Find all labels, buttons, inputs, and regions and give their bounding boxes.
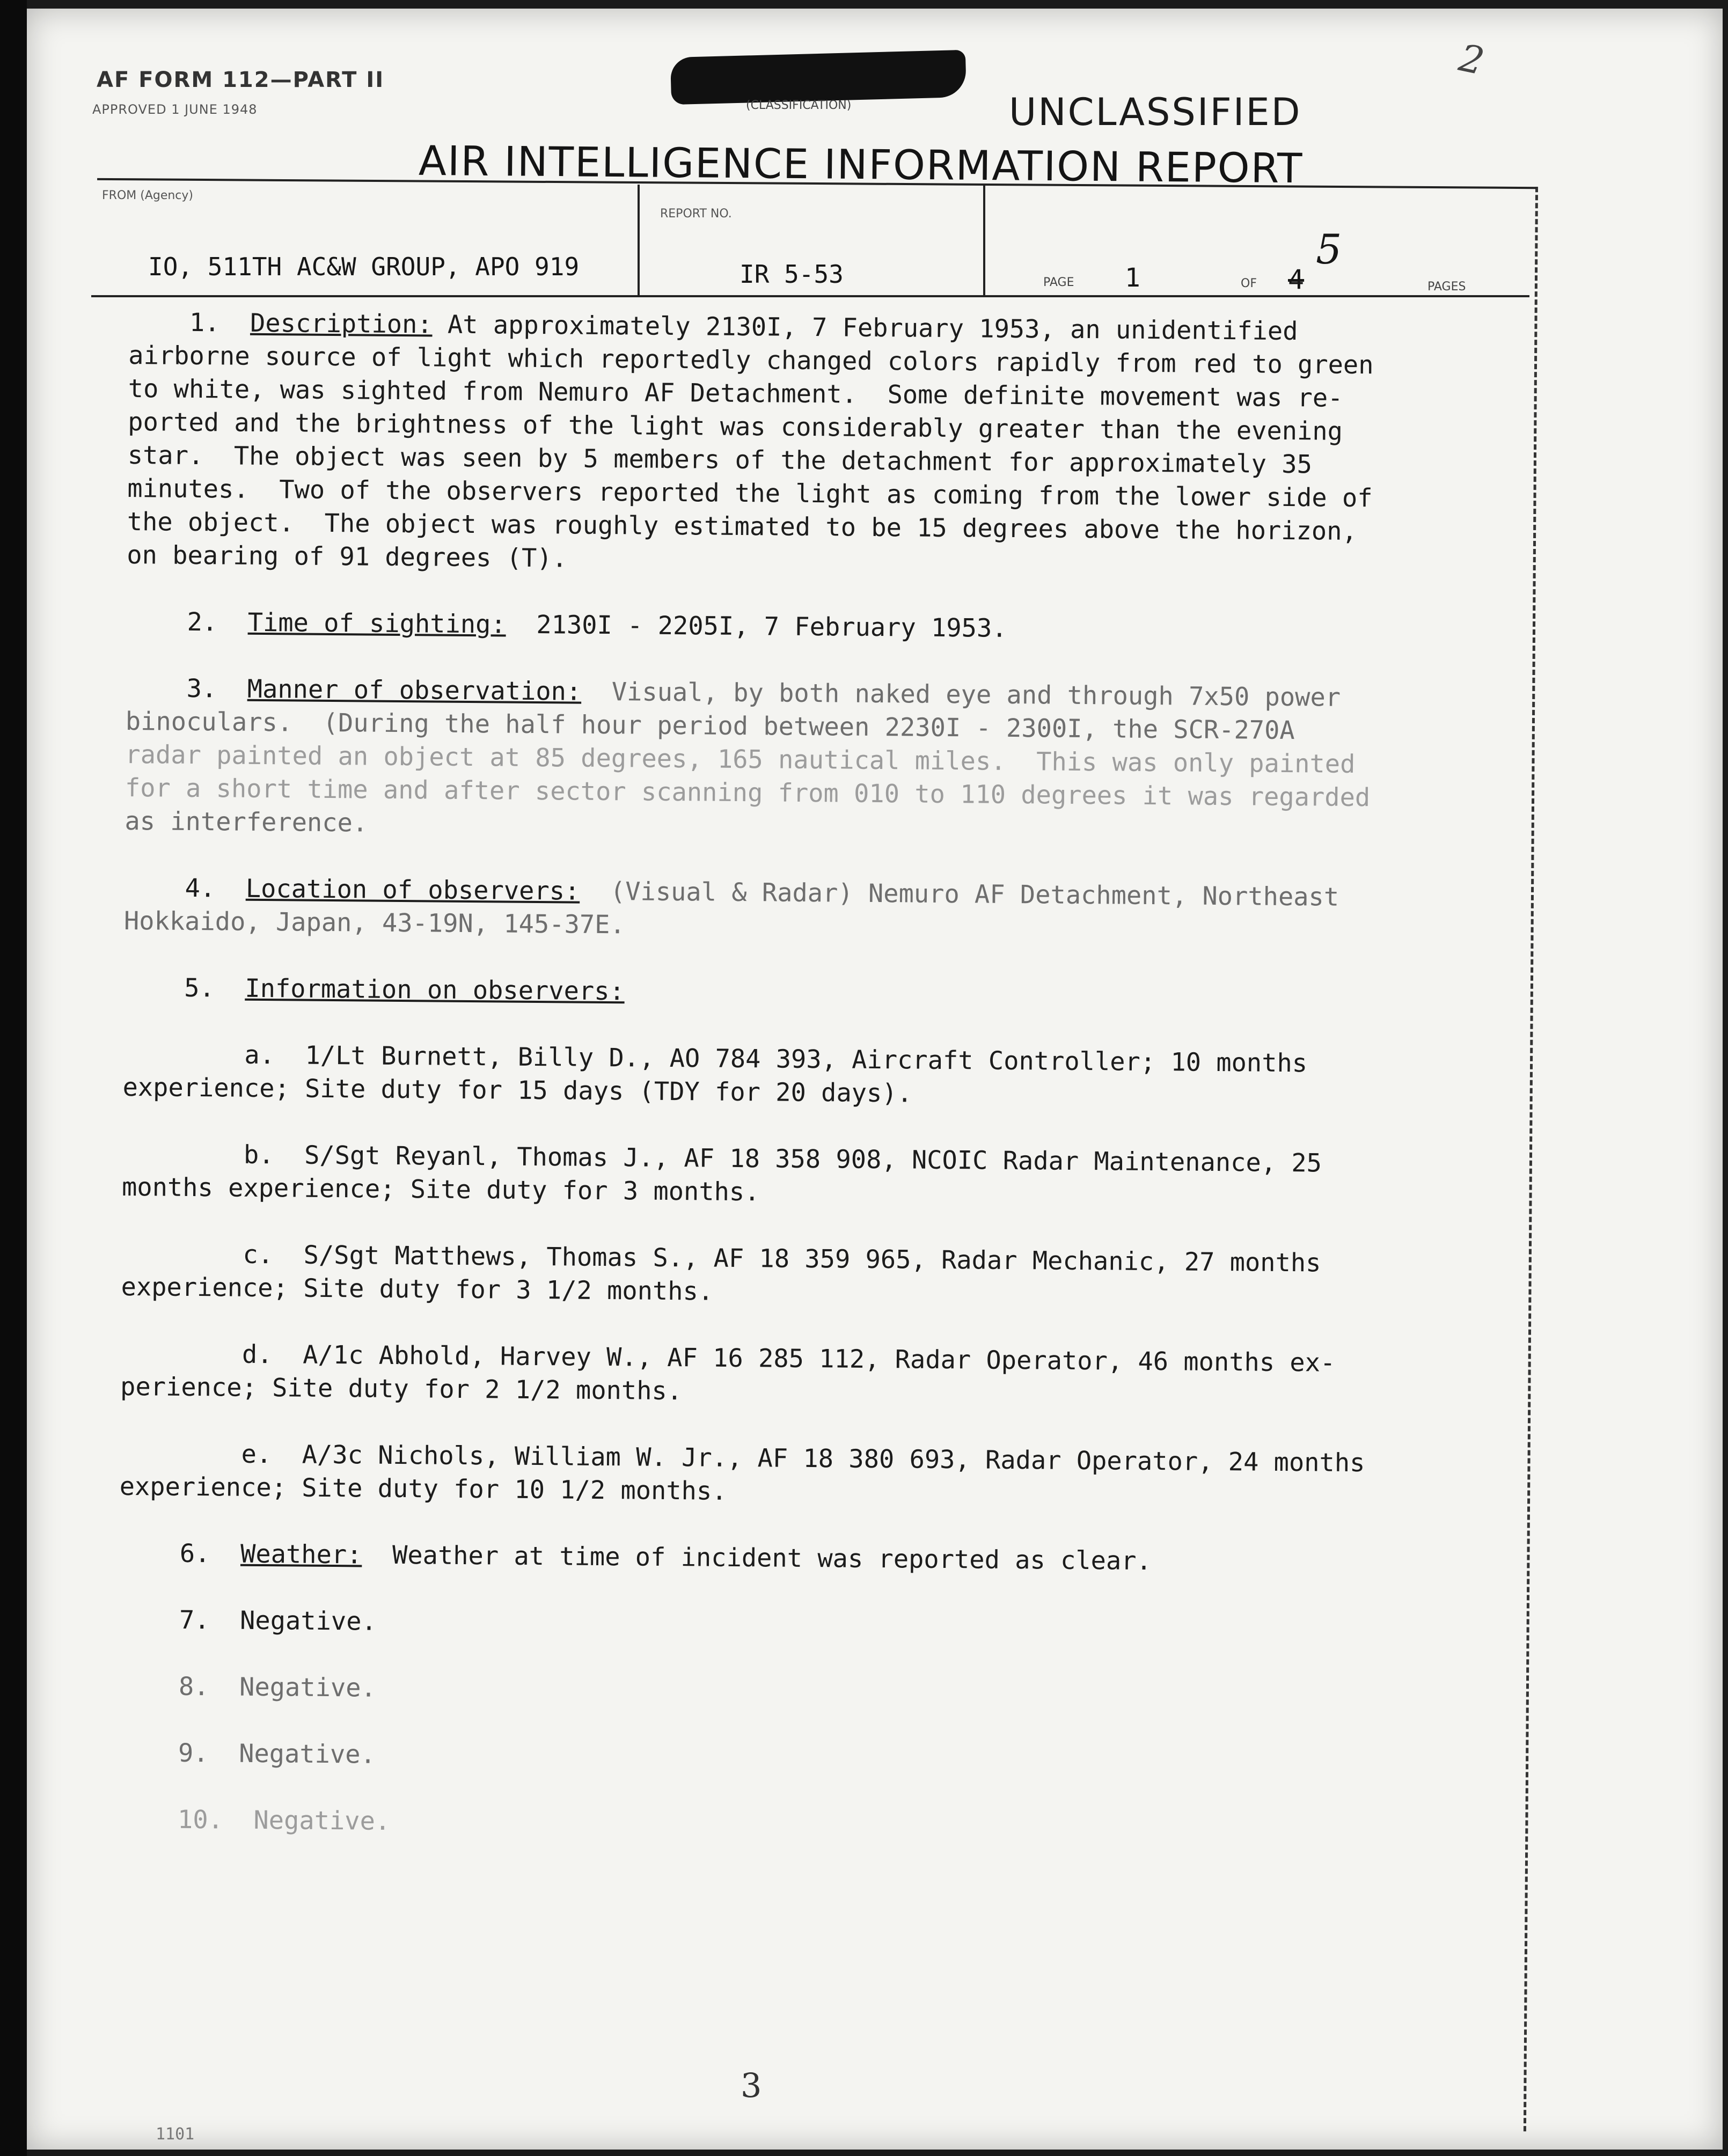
section-text: At approximately 2130I, 7 February 1953, an unidentified <box>432 310 1298 347</box>
section-heading: Manner of observation: <box>247 674 582 707</box>
section-text: 9. Negative. <box>178 1738 376 1770</box>
header-divider <box>983 185 985 295</box>
section-1-line: star. The object was seen by 5 members of the detachment for approximately 35 <box>127 440 1313 480</box>
header-divider <box>638 185 640 295</box>
page-value: 1 <box>1125 263 1140 293</box>
section-heading: Time of sighting: <box>247 607 506 640</box>
from-label: FROM (Agency) <box>102 189 194 202</box>
of-value-handwritten: 5 <box>1316 225 1342 273</box>
section-text: (Visual & Radar) Nemuro AF Detachment, Northeast <box>580 876 1339 912</box>
section-heading: Location of observers: <box>245 874 580 906</box>
scan-edge <box>0 0 27 2156</box>
section-heading: Weather: <box>240 1539 362 1570</box>
form-id: AF FORM 112—PART II <box>97 68 385 92</box>
from-agency-value: IO, 511TH AC&W GROUP, APO 919 <box>148 252 580 281</box>
section-number: 6. <box>179 1538 210 1569</box>
of-label: OF <box>1241 277 1257 290</box>
observer-d-text: d. A/1c Abhold, Harvey W., AF 16 285 112, Radar Operator, 46 months ex- <box>241 1339 1336 1378</box>
section-heading: Description: <box>250 308 433 340</box>
section-1-line: minutes. Two of the observers reported the light as coming from the lower side of <box>127 473 1373 514</box>
section-3-line: radar painted an object at 85 degrees, 165 nautical miles. This was only painted <box>125 739 1356 779</box>
observer-d-line: perience; Site duty for 2 1/2 months. <box>120 1372 683 1406</box>
section-number: 5. <box>184 973 215 1003</box>
observer-a-line: experience; Site duty for 15 days (TDY for 20 days). <box>122 1072 913 1109</box>
section-heading: Information on observers: <box>245 973 625 1007</box>
page-label: PAGE <box>1043 276 1074 289</box>
observer-c-text: c. S/Sgt Matthews, Thomas S., AF 18 359 965, Radar Mechanic, 27 months <box>243 1240 1321 1278</box>
observer-c-line: experience; Site duty for 3 1/2 months. <box>121 1272 714 1307</box>
page-number: 3 <box>741 2066 762 2105</box>
of-value-struck: 4 <box>1288 264 1305 295</box>
section-text: Visual, by both naked eye and through 7x50 power <box>581 677 1341 713</box>
section-text: 8. Negative. <box>178 1671 377 1703</box>
section-1-line: on bearing of 91 degrees (T). <box>127 540 568 574</box>
unclassified-stamp: UNCLASSIFIED <box>1009 90 1302 134</box>
section-number: 2. <box>187 607 218 637</box>
form-approved-date: APPROVED 1 JUNE 1948 <box>92 102 258 117</box>
section-1-line: to white, was sighted from Nemuro AF Detachment. Some definite movement was re- <box>128 373 1343 413</box>
report-body <box>117 306 1503 1847</box>
section-text: Weather at time of incident was reported as clear. <box>362 1540 1152 1576</box>
observer-a-text: a. 1/Lt Burnett, Billy D., AO 784 393, Aircraft Controller; 10 months <box>244 1040 1308 1079</box>
section-text: 7. Negative. <box>179 1605 377 1637</box>
section-3-line: as interference. <box>125 806 368 838</box>
section-1-line: the object. The object was roughly estimated to be 15 degrees above the horizon, <box>127 507 1357 546</box>
report-no-label: REPORT NO. <box>660 207 732 221</box>
section-text: 2130I - 2205I, 7 February 1953. <box>506 610 1007 643</box>
classification-label: (CLASSIFICATION) <box>746 99 852 112</box>
observer-e-text: e. A/3c Nichols, William W. Jr., AF 18 380 693, Radar Operator, 24 months <box>241 1439 1365 1478</box>
redacted-classification <box>670 50 966 105</box>
section-3-line: binoculars. (During the half hour period between 2230I - 2300I, the SCR-270A <box>125 706 1295 746</box>
section-number: 1. <box>189 307 220 338</box>
section-1-line: airborne source of light which reportedly changed colors rapidly from red to green <box>128 340 1374 380</box>
section-1-line: ported and the brightness of the light was considerably greater than the evening <box>128 407 1343 446</box>
bottom-scrawl: 1101 <box>156 2125 195 2144</box>
section-number: 3. <box>186 673 217 704</box>
observer-b-text: b. S/Sgt Reyanl, Thomas J., AF 18 358 908, NCOIC Radar Maintenance, 25 <box>243 1140 1322 1178</box>
observer-e-line: experience; Site duty for 10 1/2 months. <box>119 1471 727 1506</box>
corner-handwritten-mark: 2 <box>1455 35 1488 84</box>
section-4-line: Hokkaido, Japan, 43-19N, 145-37E. <box>123 906 625 940</box>
section-text: 10. Negative. <box>177 1805 391 1836</box>
section-3-line: for a short time and after sector scanning from 010 to 110 degrees it was regarded <box>125 773 1371 813</box>
section-number: 4. <box>185 873 216 904</box>
observer-b-line: months experience; Site duty for 3 months. <box>121 1172 760 1207</box>
report-title: AIR INTELLIGENCE INFORMATION REPORT <box>418 136 1304 193</box>
pages-label: PAGES <box>1427 280 1466 294</box>
report-number-value: IR 5-53 <box>739 260 844 289</box>
